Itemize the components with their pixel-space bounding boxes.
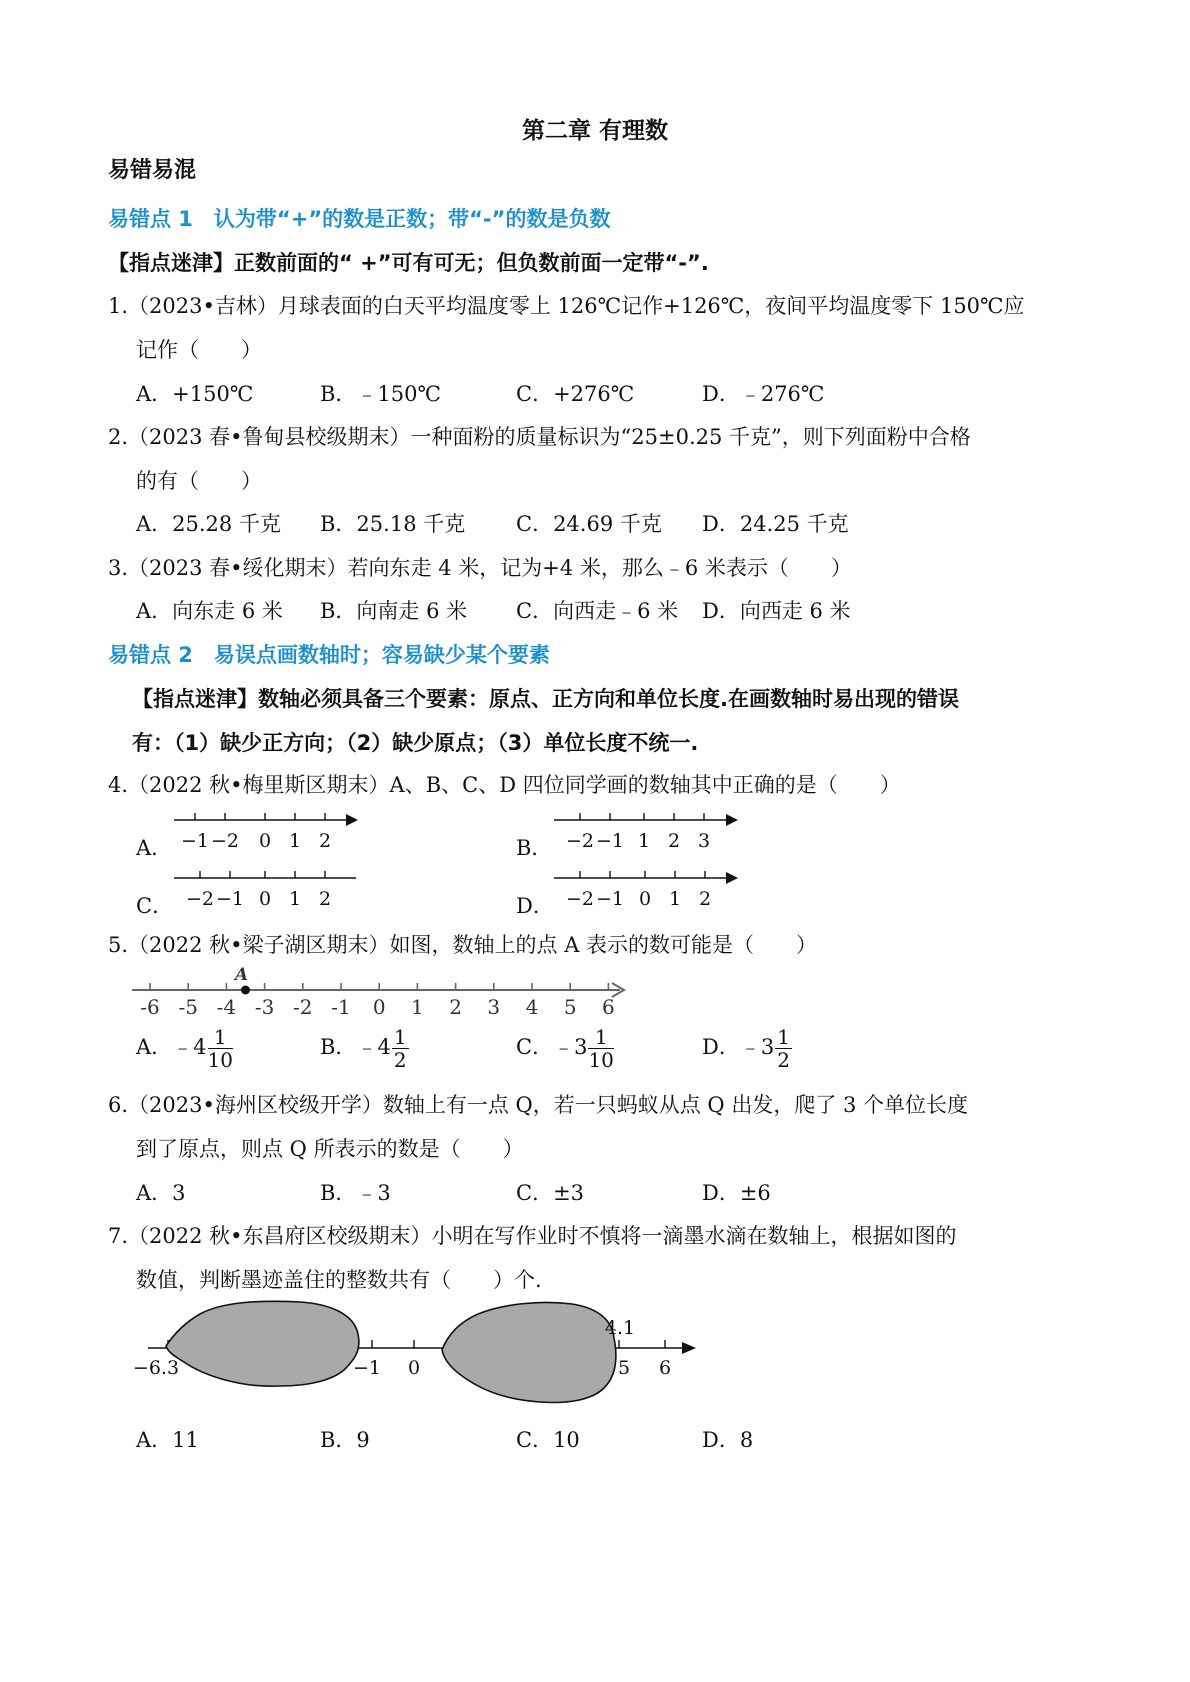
question-7-option-a: A．11 [136, 1428, 199, 1452]
numerator: 1 [777, 1025, 790, 1049]
option-label: D． [702, 1035, 740, 1059]
question-1-line-2: 记作（ ） [136, 338, 262, 362]
question-5-option-a [136, 1026, 233, 1071]
axis-label: -6 [140, 995, 160, 1019]
axis-label-0: 0 [407, 1357, 421, 1379]
option-label: B． [320, 1035, 357, 1059]
denominator: 2 [393, 1048, 407, 1072]
question-2-option-d: D．24.25 千克 [702, 512, 849, 536]
question-7-line-2: 数值，判断墨迹盖住的整数共有（ ）个. [136, 1268, 542, 1292]
axis-label: -5 [178, 995, 198, 1019]
question-5-number-line [128, 962, 648, 1022]
axis-label: 3 [697, 830, 711, 852]
question-4-option-c: C． [136, 894, 174, 918]
section-heading: 易错易混 [108, 158, 197, 183]
option-label: C． [516, 1035, 554, 1059]
question-7-option-c: C．10 [516, 1428, 580, 1452]
error-point-2-tip-line-2: 有：（1）缺少正方向；（2）缺少原点；（3）单位长度不统一. [132, 731, 699, 755]
axis-label: 2 [667, 830, 681, 852]
axis-label: 0 [372, 995, 386, 1019]
axis-label: 2 [449, 995, 462, 1019]
option-label: A． [136, 1035, 173, 1059]
axis-label: 1 [288, 830, 302, 852]
axis-label: -2 [293, 995, 313, 1019]
question-6-option-b: B．﹣3 [320, 1181, 391, 1205]
question-5-option-c [516, 1026, 614, 1071]
axis-arrow [682, 1342, 696, 1354]
axis-label: 2 [698, 888, 712, 910]
axis-label: 2 [318, 888, 332, 910]
axis-arrow [726, 814, 738, 826]
question-5-option-b [320, 1026, 409, 1071]
fraction [588, 1026, 613, 1071]
error-point-2-tip-line-1: 【指点迷津】数轴必须具备三个要素：原点、正方向和单位长度.在画数轴时易出现的错误 [132, 687, 959, 711]
question-3-option-c: C．向西走﹣6 米 [516, 599, 679, 623]
question-3-option-d: D．向西走 6 米 [702, 599, 851, 623]
axis-label: −2 [210, 830, 240, 852]
question-2-line-2: 的有（ ） [136, 469, 262, 493]
question-1-line-1: 1.（2023•吉林）月球表面的白天平均温度零上 126℃记作+126℃，夜间平均温度零下 150℃应 [108, 294, 1025, 318]
question-1-option-b: B．﹣150℃ [320, 382, 442, 406]
axis-label: 1 [668, 888, 682, 910]
axis-label-4-1: 4.1 [604, 1317, 636, 1339]
axis-label: 5 [563, 995, 577, 1019]
question-2-option-a: A．25.28 千克 [136, 512, 281, 536]
ink-blot-right [442, 1302, 616, 1402]
error-point-1-heading: 易错点 1 认为带“+”的数是正数；带“-”的数是负数 [108, 207, 611, 231]
axis-label: 1 [288, 888, 302, 910]
question-5-option-d [702, 1026, 792, 1071]
axis-label-5: 5 [617, 1357, 631, 1379]
axis-label: 4 [525, 995, 539, 1019]
question-7-ink-number-line [130, 1296, 710, 1414]
axis-label-neg-6-3: −6.3 [132, 1357, 180, 1379]
error-point-1-tip: 【指点迷津】正数前面的“ +”可有可无；但负数前面一定带“-”. [108, 251, 709, 275]
question-3-option-a: A．向东走 6 米 [136, 599, 283, 623]
fraction [208, 1026, 233, 1071]
question-2-option-b: B．25.18 千克 [320, 512, 466, 536]
axis-label: 6 [602, 995, 615, 1019]
denominator: 10 [588, 1048, 614, 1072]
option-whole: 4 [193, 1035, 207, 1059]
chapter-title: 第二章 有理数 [521, 118, 668, 144]
question-3-line-1: 3.（2023 春•绥化期末）若向东走 4 米，记为+4 米，那么﹣6 米表示（ ） [108, 556, 852, 580]
question-3-option-b: B．向南走 6 米 [320, 599, 468, 623]
option-sign: ﹣ [356, 1035, 378, 1059]
axis-label: 3 [487, 995, 501, 1019]
point-a-label: A [234, 965, 249, 985]
question-4-axis-a [170, 808, 370, 854]
option-sign: ﹣ [739, 1035, 761, 1059]
axis-label: 0 [258, 888, 272, 910]
axis-label: −1 [215, 888, 245, 910]
axis-label-neg-1: −1 [352, 1357, 382, 1379]
axis-label: 0 [258, 830, 272, 852]
axis-label-6: 6 [658, 1357, 672, 1379]
axis-label: 1 [411, 995, 424, 1019]
question-4-axis-c [170, 866, 370, 912]
axis-label: −1 [595, 888, 625, 910]
question-7-line-1: 7.（2022 秋•东昌府区校级期末）小明在写作业时不慎将一滴墨水滴在数轴上，根据如图的 [108, 1224, 957, 1248]
fraction [775, 1026, 792, 1071]
question-1-option-a: A．+150℃ [136, 382, 254, 406]
point-a-marker [241, 986, 250, 995]
axis-label: 0 [638, 888, 652, 910]
question-4-axis-b [550, 808, 750, 854]
error-point-2-heading: 易错点 2 易误点画数轴时；容易缺少某个要素 [108, 643, 550, 667]
option-whole: 3 [574, 1035, 588, 1059]
question-1-option-c: C．+276℃ [516, 382, 635, 406]
fraction [392, 1026, 409, 1071]
axis-label: −1 [180, 830, 210, 852]
question-6-option-a: A．3 [136, 1181, 186, 1205]
numerator: 1 [588, 1026, 613, 1049]
question-4-option-d: D． [516, 894, 554, 918]
axis-label: -4 [216, 995, 237, 1019]
question-2-option-c: C．24.69 千克 [516, 512, 662, 536]
option-sign: ﹣ [172, 1035, 194, 1059]
axis-label: -3 [254, 995, 275, 1019]
axis-label: −2 [565, 888, 595, 910]
question-7-option-d: D．8 [702, 1428, 754, 1452]
question-6-line-1: 6.（2023•海州区校级开学）数轴上有一点 Q，若一只蚂蚁从点 Q 出发，爬了 3 个单位长度 [108, 1093, 969, 1117]
denominator: 2 [777, 1048, 790, 1072]
denominator: 10 [207, 1048, 233, 1072]
question-4-axis-d [550, 866, 750, 912]
question-4-option-a: A． [136, 836, 173, 860]
axis-label: 1 [637, 830, 651, 852]
axis-label: −2 [565, 830, 595, 852]
ink-blot-left [166, 1301, 359, 1386]
option-whole: 3 [760, 1035, 775, 1059]
axis-label: -1 [331, 995, 351, 1019]
axis-arrow [346, 814, 358, 826]
question-4-option-b: B． [516, 836, 553, 860]
question-4-line-1: 4.（2022 秋•梅里斯区期末）A、B、C、D 四位同学画的数轴其中正确的是（ ） [108, 773, 901, 797]
question-2-line-1: 2.（2023 春•鲁甸县校级期末）一种面粉的质量标识为“25±0.25 千克”，则下列面粉中合格 [108, 425, 971, 449]
axis-arrow [726, 872, 738, 884]
option-sign: ﹣ [553, 1035, 575, 1059]
question-6-option-c: C．±3 [516, 1181, 585, 1205]
numerator: 1 [393, 1025, 407, 1049]
numerator: 1 [208, 1026, 233, 1049]
question-5-line-1: 5.（2022 秋•梁子湖区期末）如图，数轴上的点 A 表示的数可能是（ ） [108, 933, 818, 957]
question-7-option-b: B．9 [320, 1428, 370, 1452]
axis-label: 2 [318, 830, 332, 852]
axis-label: −2 [185, 888, 215, 910]
question-6-option-d: D．±6 [702, 1181, 771, 1205]
question-1-option-d: D．﹣276℃ [702, 382, 825, 406]
question-6-line-2: 到了原点，则点 Q 所表示的数是（ ） [136, 1137, 524, 1161]
axis-label: −1 [595, 830, 625, 852]
option-whole: 4 [377, 1035, 391, 1059]
